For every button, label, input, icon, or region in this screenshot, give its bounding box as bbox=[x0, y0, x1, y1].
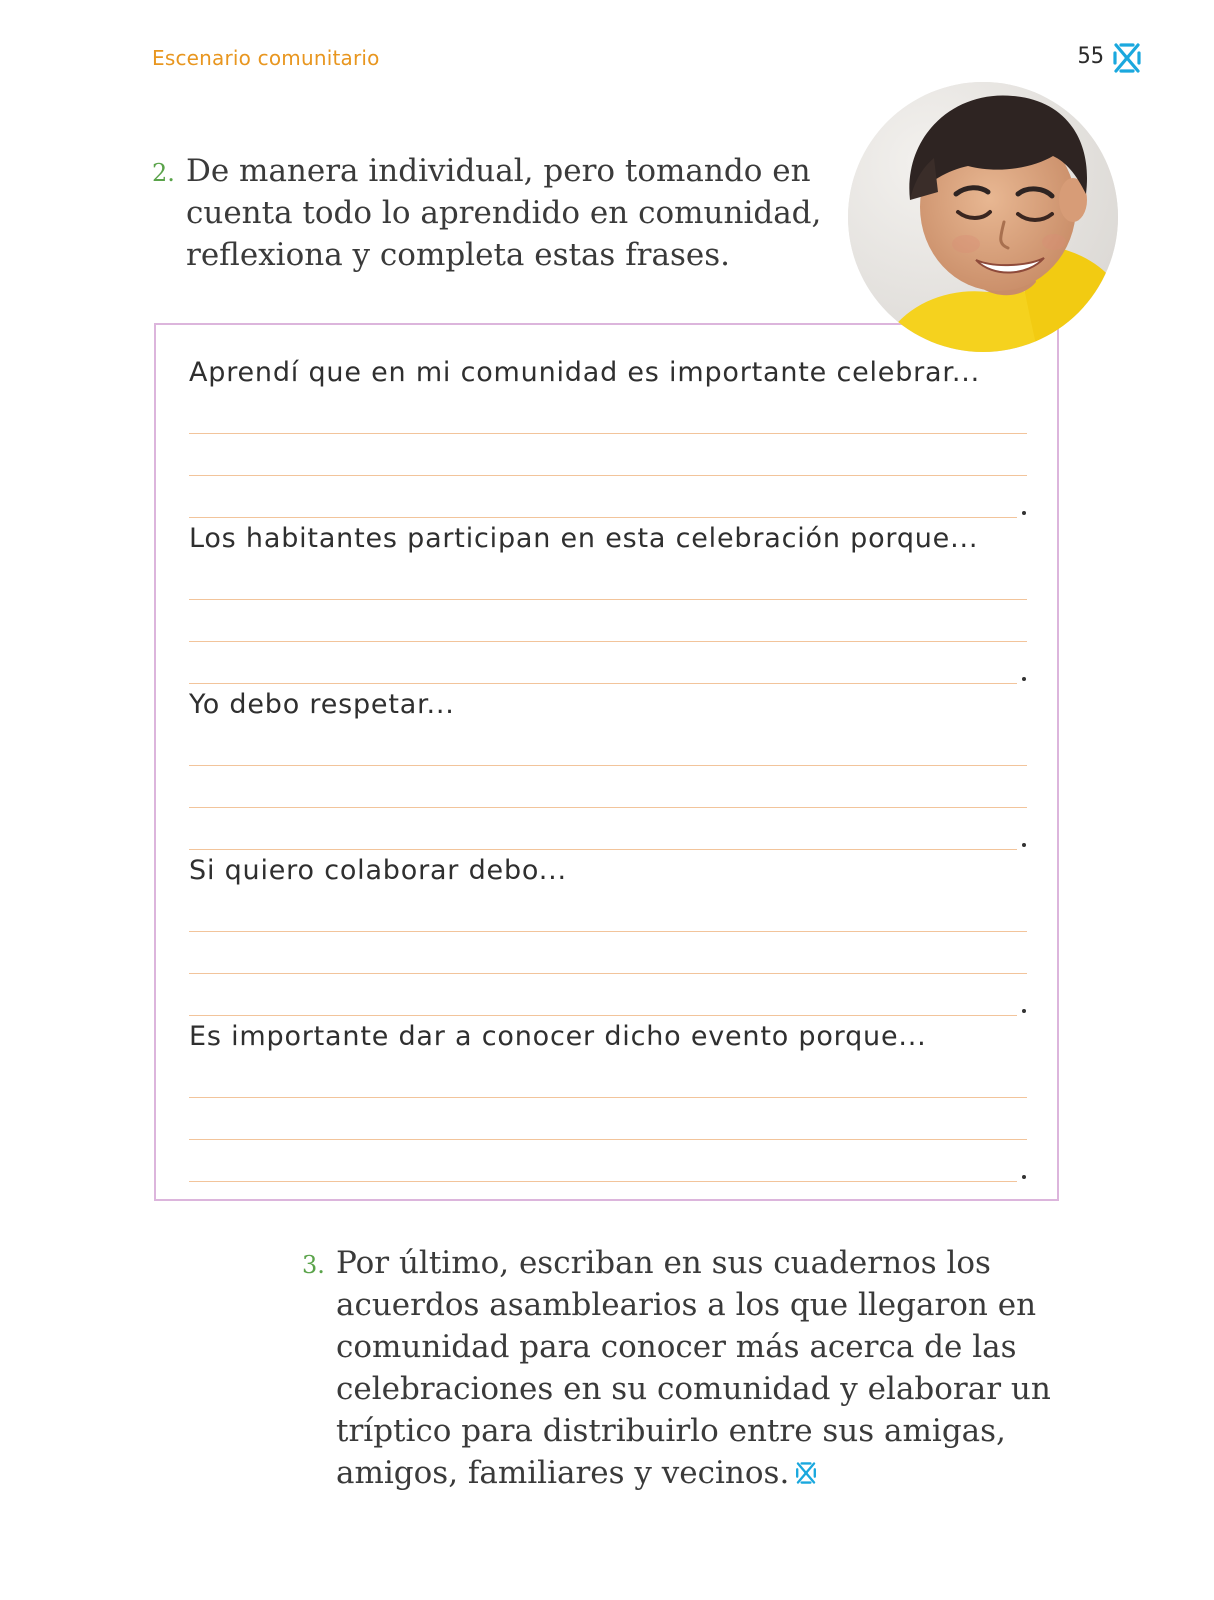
writing-line[interactable] bbox=[189, 1181, 1017, 1182]
writing-line[interactable] bbox=[189, 931, 1027, 932]
period-mark bbox=[1022, 677, 1026, 681]
writing-line[interactable] bbox=[189, 433, 1027, 434]
writing-line[interactable] bbox=[189, 807, 1027, 808]
instruction-text: De manera individual, pero tomando en cuenta todo lo aprendido en comunidad, reflexiona y completa estas frases. bbox=[186, 153, 822, 273]
writing-line[interactable] bbox=[189, 683, 1017, 684]
writing-line[interactable] bbox=[189, 1097, 1027, 1098]
writing-line[interactable] bbox=[189, 517, 1017, 518]
section-title: Escenario comunitario bbox=[152, 46, 380, 70]
period-mark bbox=[1022, 1009, 1026, 1013]
period-mark bbox=[1022, 511, 1026, 515]
prompt-label: Aprendí que en mi comunidad es importante celebrar... bbox=[189, 357, 980, 388]
instruction-text-wrap bbox=[336, 1242, 1082, 1494]
prompt-label: Es importante dar a conocer dicho evento porque... bbox=[189, 1021, 927, 1052]
writing-line[interactable] bbox=[189, 1015, 1017, 1016]
writing-line[interactable] bbox=[189, 599, 1027, 600]
instruction-3 bbox=[302, 1242, 1082, 1494]
writing-line[interactable] bbox=[189, 1139, 1027, 1140]
writing-line[interactable] bbox=[189, 475, 1027, 476]
period-mark bbox=[1022, 843, 1026, 847]
knot-ornament-icon bbox=[795, 1461, 817, 1485]
period-mark bbox=[1022, 1175, 1026, 1179]
writing-line[interactable] bbox=[189, 765, 1027, 766]
writing-line[interactable] bbox=[189, 973, 1027, 974]
instruction-text: Por último, escriban en sus cuadernos los acuerdos asamblearios a los que llegaron en comunidad para conocer más acerca de las celebraciones en su comunidad y elaborar un tríptico para distribuirlo entre sus amigas, amigos, familiares y vecinos. bbox=[336, 1245, 1051, 1491]
prompt-label: Yo debo respetar... bbox=[189, 689, 455, 720]
prompt-label: Si quiero colaborar debo... bbox=[189, 855, 567, 886]
instruction-number: 3. bbox=[302, 1251, 325, 1279]
worksheet-box bbox=[154, 323, 1059, 1201]
page-number: 55 bbox=[1077, 44, 1104, 69]
prompt-label: Los habitantes participan en esta celebración porque... bbox=[189, 523, 979, 554]
knot-ornament-icon bbox=[1112, 42, 1142, 74]
writing-line[interactable] bbox=[189, 849, 1017, 850]
writing-line[interactable] bbox=[189, 641, 1027, 642]
child-portrait-photo bbox=[848, 82, 1118, 352]
instruction-number: 2. bbox=[152, 159, 175, 187]
instruction-2 bbox=[152, 150, 822, 276]
